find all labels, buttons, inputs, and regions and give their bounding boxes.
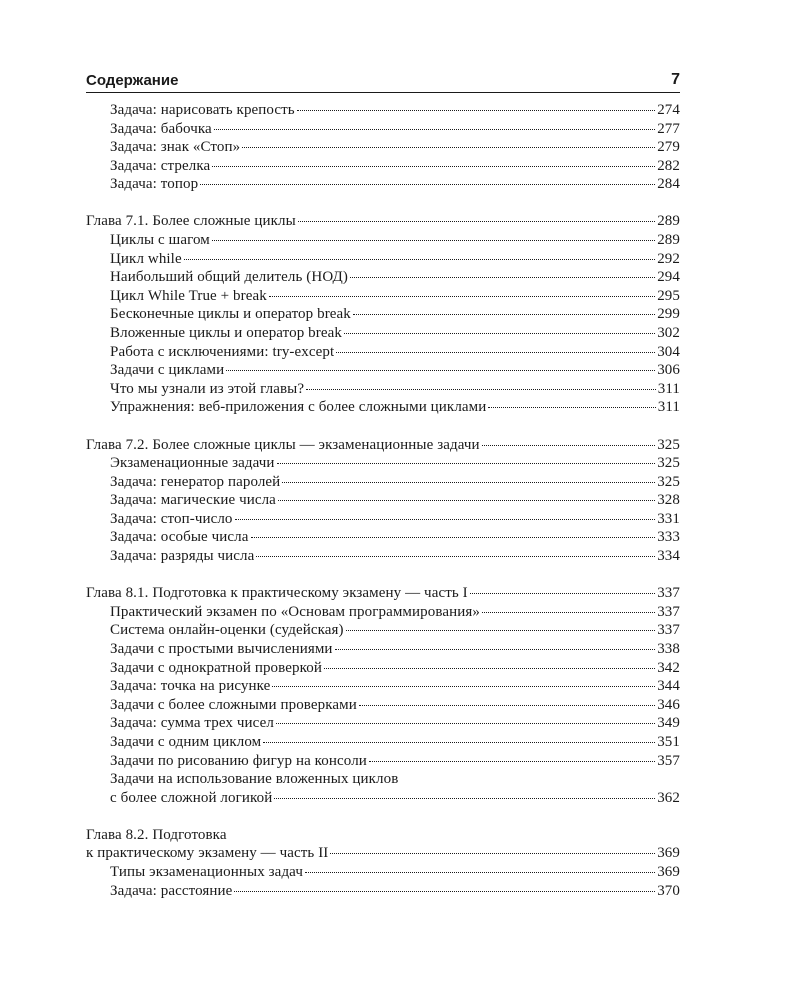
toc-entry[interactable] [86, 176, 680, 195]
dot-leader [269, 296, 655, 297]
dot-leader [306, 389, 656, 390]
toc-entry-page: 289 [657, 232, 680, 249]
dot-leader [282, 482, 655, 483]
toc-entry[interactable] [86, 399, 680, 418]
toc-entry-page: 279 [657, 139, 680, 156]
toc-entry[interactable] [86, 121, 680, 140]
toc-entry-label: Система онлайн-оценки (судейская) [110, 622, 344, 639]
toc-entry-label: Задача: особые числа [110, 529, 249, 546]
toc-entry-page: 311 [657, 399, 680, 416]
toc-entry[interactable] [86, 362, 680, 381]
toc-entry[interactable] [86, 715, 680, 734]
toc-entry[interactable] [86, 381, 680, 400]
dot-leader [200, 184, 655, 185]
toc-entry-page: 337 [657, 622, 680, 639]
dot-leader [234, 891, 655, 892]
toc-chapter-entry[interactable] [86, 585, 680, 604]
toc-entry-page: 306 [657, 362, 680, 379]
toc-entry-page: 351 [657, 733, 680, 750]
dot-leader [359, 705, 655, 706]
dot-leader [353, 314, 655, 315]
toc-entry[interactable] [86, 288, 680, 307]
dot-leader [335, 649, 656, 650]
toc-entry-label: Задача: стрелка [110, 157, 211, 174]
toc-entry[interactable] [86, 158, 680, 177]
toc-entry-label: Задача: расстояние [110, 882, 233, 899]
toc-entry-label: Задача: разряды числа [110, 548, 255, 565]
toc-entry-label: Задача: магические числа [110, 492, 276, 509]
dot-leader [336, 352, 655, 353]
toc-entry-page: 284 [657, 176, 680, 193]
toc-entry[interactable] [86, 102, 680, 121]
dot-leader [256, 556, 655, 557]
toc-entry-label: Циклы с шагом [110, 232, 210, 249]
toc-entry-label: Наибольший общий делитель (НОД) [110, 269, 348, 286]
toc-entry-page: 344 [657, 678, 680, 695]
toc-entry-page: 295 [657, 287, 680, 304]
toc-entry-label: Работа с исключениями: try-except [110, 343, 335, 360]
dot-leader [278, 500, 655, 501]
toc-entry[interactable] [86, 622, 680, 641]
toc-entry-label: Глава 8.2. Подготовка [86, 826, 227, 843]
toc-section [86, 585, 680, 808]
toc-entry-label: Типы экзаменационных задач [110, 863, 303, 880]
toc-entry[interactable] [86, 269, 680, 288]
toc-entry-page: 333 [657, 529, 680, 546]
dot-leader [470, 593, 655, 594]
toc-entry-label: Задача: нарисовать крепость [110, 102, 295, 118]
toc-entry-page: 337 [657, 585, 680, 602]
toc-entry-page: 289 [657, 213, 680, 230]
dot-leader [212, 240, 655, 241]
header-page-number: 7 [671, 71, 680, 88]
toc-entry[interactable] [86, 455, 680, 474]
dot-leader [184, 259, 655, 260]
dot-leader [277, 463, 656, 464]
toc-entry[interactable] [86, 734, 680, 753]
toc-entry-label: Задачи на использование вложенных циклов [110, 771, 399, 788]
toc-entry-label: к практическому экзамену — часть II [86, 845, 329, 862]
toc-entry[interactable] [86, 753, 680, 772]
toc-entry-label: Вложенные циклы и оператор break [110, 325, 342, 342]
dot-leader [272, 686, 655, 687]
toc-entry-page: 304 [657, 343, 680, 360]
dot-leader [242, 147, 655, 148]
toc-entry-label: Глава 8.1. Подготовка к практическому экзамену — часть I [86, 585, 468, 602]
toc-entry-label: Задачи с более сложными проверками [110, 696, 357, 713]
toc-entry-label: Задача: бабочка [110, 120, 212, 137]
toc-entry[interactable] [86, 790, 680, 809]
toc-entry[interactable] [86, 511, 680, 530]
toc-chapter-entry[interactable] [86, 437, 680, 456]
toc-entry[interactable] [86, 529, 680, 548]
dot-leader [214, 129, 655, 130]
toc-entry-label: Глава 7.2. Более сложные циклы — экзаменационные задачи [86, 436, 480, 453]
toc-entry[interactable] [86, 641, 680, 660]
toc-entry-label: Цикл While True + break [110, 287, 267, 304]
dot-leader [488, 407, 655, 408]
dot-leader [235, 519, 656, 520]
toc-entry-page: 325 [657, 455, 680, 472]
toc-entry-page: 334 [657, 548, 680, 565]
toc-entry[interactable] [86, 771, 680, 790]
toc-chapter-entry[interactable] [86, 827, 680, 846]
toc-entry-page: 337 [657, 603, 680, 620]
dot-leader [369, 761, 655, 762]
toc-entry-page: 325 [657, 436, 680, 453]
dot-leader [274, 798, 655, 799]
toc-entry-page: 338 [657, 640, 680, 657]
toc-entry[interactable] [86, 474, 680, 493]
toc-entry-label: Задачи по рисованию фигур на консоли [110, 752, 367, 769]
toc-entry-page: 282 [657, 157, 680, 174]
toc-entry-label: с более сложной логикой [110, 789, 273, 806]
toc-entry-page: 311 [657, 380, 680, 397]
toc-entry-page: 370 [657, 882, 680, 899]
toc-entry-page: 362 [657, 789, 680, 806]
toc-entry[interactable] [86, 232, 680, 251]
toc-entry-page: 325 [657, 473, 680, 490]
toc-entry[interactable] [86, 344, 680, 363]
toc-entry-label: Бесконечные циклы и оператор break [110, 306, 351, 323]
toc-entry-label: Задачи с одним циклом [110, 733, 262, 750]
dot-leader [346, 630, 656, 631]
dot-leader [350, 277, 655, 278]
dot-leader [482, 445, 656, 446]
dot-leader [305, 872, 655, 873]
toc-entry-label: Задачи с простыми вычислениями [110, 640, 333, 657]
dot-leader [482, 612, 655, 613]
toc-entry-page: 346 [657, 696, 680, 713]
toc-entry-label: Задачи с циклами [110, 362, 225, 379]
toc-entry[interactable] [86, 306, 680, 325]
toc-entry-page: 277 [657, 120, 680, 137]
running-header [86, 72, 680, 93]
dot-leader [330, 853, 655, 854]
dot-leader [263, 742, 655, 743]
toc-entry-label: Что мы узнали из этой главы? [110, 380, 305, 397]
toc-section [86, 437, 680, 567]
toc-entry-page: 274 [657, 102, 680, 118]
toc-entry[interactable] [86, 548, 680, 567]
toc-entry-label: Задача: стоп-число [110, 510, 233, 527]
toc-entry-page: 294 [657, 269, 680, 286]
dot-leader [276, 723, 655, 724]
dot-leader [297, 110, 655, 111]
toc-entry-label: Задача: сумма трех чисел [110, 715, 274, 732]
toc-entry-label: Задача: генератор паролей [110, 473, 281, 490]
dot-leader [226, 370, 655, 371]
toc-entry[interactable] [86, 883, 680, 902]
toc-entry-label: Практический экзамен по «Основам программирования» [110, 603, 480, 620]
toc-entry-page: 369 [657, 863, 680, 880]
toc-entry[interactable] [86, 251, 680, 270]
toc-entry-page: 342 [657, 659, 680, 676]
dot-leader [298, 221, 655, 222]
toc-entry-label: Задача: знак «Стоп» [110, 139, 241, 156]
toc-entry-label: Упражнения: веб-приложения с более сложными циклами [110, 399, 487, 416]
dot-leader [251, 537, 656, 538]
toc-entry-page: 328 [657, 492, 680, 509]
dot-leader [212, 166, 655, 167]
toc-section [86, 102, 680, 195]
toc-entry-page: 331 [657, 510, 680, 527]
toc-entry[interactable] [86, 604, 680, 623]
toc-entry-label: Глава 7.1. Более сложные циклы [86, 213, 296, 230]
toc-section [86, 827, 680, 901]
toc-entry-label: Экзаменационные задачи [110, 455, 275, 472]
toc-entry[interactable] [86, 864, 680, 883]
toc-entry-page: 292 [657, 250, 680, 267]
toc-entry-page: 302 [657, 325, 680, 342]
toc-entry[interactable] [86, 660, 680, 679]
toc-chapter-entry[interactable] [86, 213, 680, 232]
toc-entry[interactable] [86, 678, 680, 697]
toc-entry-page: 299 [657, 306, 680, 323]
toc-entry[interactable] [86, 325, 680, 344]
toc-section [86, 213, 680, 418]
toc-entry[interactable] [86, 697, 680, 716]
header-title: Содержание [86, 72, 179, 89]
dot-leader [344, 333, 655, 334]
toc-entry-page: 357 [657, 752, 680, 769]
toc-entry[interactable] [86, 492, 680, 511]
toc-entry-label: Цикл while [110, 250, 182, 267]
dot-leader [324, 668, 655, 669]
toc-entry-label: Задачи с однократной проверкой [110, 659, 322, 676]
toc-entry[interactable] [86, 139, 680, 158]
toc-entry-page: 369 [657, 845, 680, 862]
toc-entry-label: Задача: точка на рисунке [110, 678, 271, 695]
toc-chapter-entry[interactable] [86, 845, 680, 864]
toc-entry-label: Задача: топор [110, 176, 199, 193]
table-of-contents [86, 102, 680, 920]
toc-entry-page: 349 [657, 715, 680, 732]
